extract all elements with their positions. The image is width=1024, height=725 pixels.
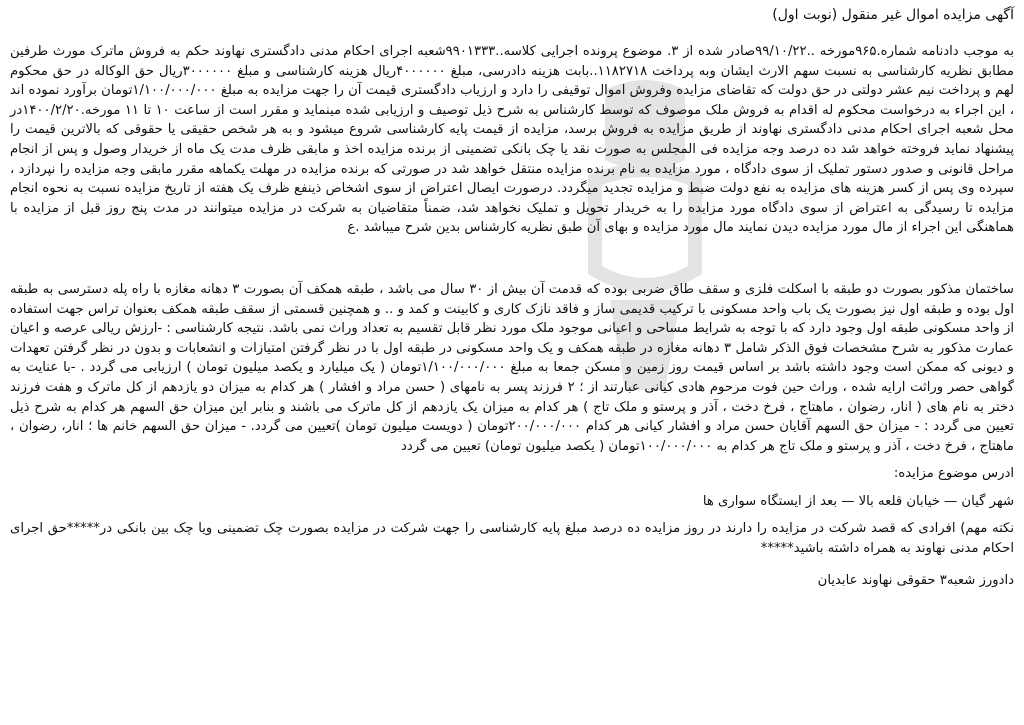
address-value: شهر گیان — خیابان قلعه بالا — بعد از ایستگاه سواری ها xyxy=(702,493,1014,509)
notice-title: آگهی مزایده اموال غیر منقول (نوبت اول) xyxy=(772,7,1014,23)
important-note: نکته مهم) افرادی که قصد شرکت در مزایده را دارند در روز مزایده ده درصد مبلغ پایه کارشناسی را جهت شرکت در مزایده بصورت چک تضمینی ویا چک بین بانکی در*****حق اجرای احکام مدنی نهاوند به همراه داشته باشید***** xyxy=(10,521,1014,557)
signature: دادورز شعبه۳ حقوقی نهاوند عابدیان xyxy=(817,572,1014,588)
address-label: ادرس موضوع مزایده: xyxy=(893,466,1014,482)
property-description-paragraph: ساختمان مذکور بصورت دو طبقه با اسکلت فلزی و سقف طاق ضربی بوده که قدمت آن بیش از ۳۰ سال می باشد ، طبقه همکف آن بصورت ۳ دهانه مغازه با راه پله دسترسی به طبقه اول بوده و طبقه اول نیز بصورت یک باب واحد مسکونی با ترکیب قدیمی ساز و فاقد نازک کاری و کابینت و کمد و .. و همچنین قسمتی از سقف طبقه همکف بعنوان تراس جهت استفاده از واحد مسکونی طبقه اول وجود دارد که با توجه به شرایط مساحی و اعیانی موجود ملک مورد نظر قابل تقسیم به تعداد وراث نمی باشد. نتیجه کارشناسی : -ارزش ریالی عرصه و اعیان عمارت مذکور به شرح مشخصات فوق الذکر شامل ۳ دهانه مغازه در طبقه همکف و یک واحد مسکونی در طبقه اول با در نظر گرفتن امتیازات و انشعابات و بدون در نظر گرفتن تعهدات و دیونی که ممکن است وجود داشته باشد بر اساس قیمت روز زمین و مسکن جمعا به مبلغ ۱/۱۰۰/۰۰۰/۰۰۰تومان ( یک میلیارد و یکصد میلیون تومان ) ارزیابی می گردد . -با عنایت به گواهی حصر وراثت ارایه شده ، وراث حین فوت مرحوم هادی کیانی عبارتند از ؛ ۲ فرزند پسر به نامهای ( حسن مراد و افشار ) هر کدام به میزان دو یازدهم از کل ماترک و هفت فرزند دختر به نام های ( انار، رضوان ، ماهتاج ، فرخ دخت ، آذر و پرستو و ملک تاج ) هر کدام به میزان یک یازدهم از کل ماترک می باشند و بنابر این میزان حق السهم هر کدام به شرح ذیل تعیین می گردد : - میزان حق السهم آقایان حسن مراد و افشار کیانی هر کدام ۲۰۰/۰۰۰/۰۰۰تومان ( دویست میلیون تومان )تعیین می گردد. - میزان حق السهم خانم ها ؛ انار، رضوان ، ماهتاج ، فرخ دخت ، آذر و پرستو و ملک تاج هر کدام به ۱۰۰/۰۰۰/۰۰۰تومان ( یکصد میلیون تومان) تعیین می گردد xyxy=(10,281,1015,454)
intro-paragraph: به موجب دادنامه شماره.۹۶۵مورخه ..۹۹/۱۰/۲۲صادر شده از ۳. موضوع پرونده اجرایی کلاسه..۹۹۰۱۳۳۳شعبه اجرای احکام مدنی دادگستری نهاوند حکم به فروش ماترک مورث طرفین مطابق نظریه کارشناسی به نسبت سهم الارث ایشان وبه پرداخت ۱۱۸۲۷۱۸..بابت هزینه دادرسی، مبلغ ۴۰۰۰۰۰۰ریال هزینه کارشناسی و مبلغ ۳۰۰۰۰۰۰ریال حق الوکاله در حق محکوم لهم و پرداخت نیم عشر دولتی در حق دولت که تقاضای مزایده وفروش اموال توقیفی را دارد و ارزیاب دادگستری قیمت آن را جهت مزایده به مبلغ ۱/۱۰۰/۰۰۰/۰۰۰تومان برآورد نموده اند ، این اجراء به درخواست محکوم له اقدام به فروش ملک موصوف که توسط کارشناس به شرح ذیل توصیف و ارزیابی شده مینماید و مقرر است از ساعت ۱۰ تا ۱۱ مورخه.۱۴۰۰/۲/۲۰در محل شعبه اجرای احکام مدنی دادگستری نهاوند از طریق مزایده به فروش برسد، مزایده از قیمت پایه کارشناسی شروع میشود و به هر شخص حقیقی یا حقوقی که بالاترین قیمت را پیشنهاد نماید فروخته خواهد شد ده درصد وجه مزایده فی المجلس به صورت نقد یا چک بانکی تضمینی از برنده مزایده اخذ و مابقی ظرف مدت یک ماه از خریدار وصول و پس از انجام مراحل قانونی و صدور دستور تملیک از سوی دادگاه ، مورد مزایده به نام برنده مزایده منتقل خواهد شد در صورتی که برنده مزایده در مهلت یکماهه مقرر مابقی وجه مزایده را نپردازد ، سپرده وی پس از کسر هزینه های مزایده به نفع دولت ضبط و مزایده تجدید میگردد. درصورت ایصال اعتراض از سوی اشخاص ذینفع ظرف یک هفته از تاریخ مزایده نسبت به نحوه انجام مزایده تا رسیدگی به اعتراض از سوی دادگاه مورد مزایده را به خریدار تحویل و تملیک نخواهد شد، ضمناً متقاضیان به شرکت در مزایده میتوانند در مدت پنج روز قبل از مزایده با هماهنگی این اجراء از مال مورد مزایده دیدن نمایند مال مورد مزایده و بهای آن طبق نظریه کارشناس بدین شرح میباشد .ع xyxy=(10,44,1014,236)
auction-notice-document xyxy=(10,4,1014,590)
